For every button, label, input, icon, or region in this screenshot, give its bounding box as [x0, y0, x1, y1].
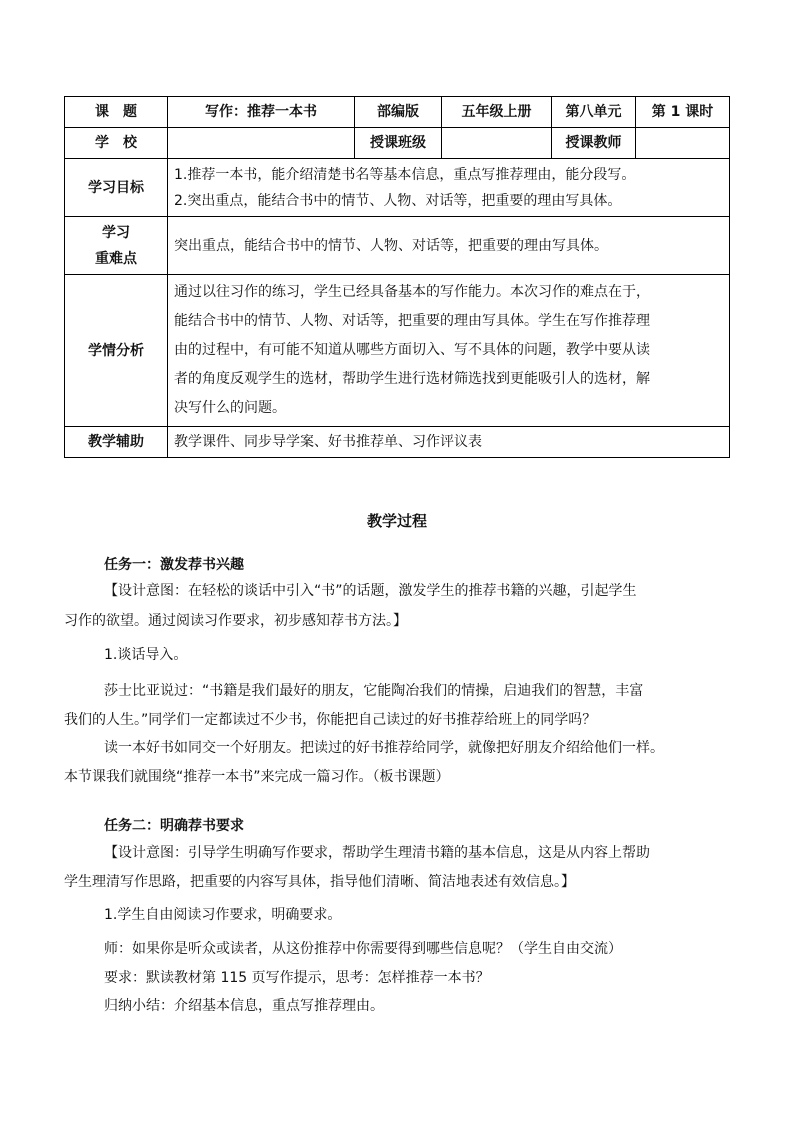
- aids-label: 教学辅助: [65, 427, 168, 458]
- analysis-line: 由的过程中，有可能不知道从哪些方面切入、写不具体的问题，教学中要从读: [174, 342, 650, 358]
- topic-value: 写作：推荐一本书: [168, 97, 355, 128]
- goals-content: [168, 159, 730, 217]
- process-title: 教学过程: [366, 512, 427, 530]
- task2-design-line2: 学生理清写作思路，把重要的内容写具体，指导他们清晰、简洁地表述有效信息。】: [64, 874, 575, 890]
- school-label: 学 校: [65, 128, 168, 159]
- analysis-line: 能结合书中的情节、人物、对话等，把重要的理由写具体。学生在写作推荐理: [174, 313, 650, 329]
- analysis-content: [168, 275, 730, 427]
- task2-step1: 1.学生自由阅读习作要求，明确要求。: [104, 907, 342, 923]
- task1-p2-line1: 读一本好书如同交一个好朋友。把读过的好书推荐给同学，就像把好朋友介绍给他们一样。: [104, 740, 664, 756]
- topic-label: 课 题: [65, 97, 168, 128]
- analysis-line: 通过以往习作的练习，学生已经具备基本的写作能力。本次习作的难点在于，: [174, 284, 650, 300]
- teaching-process: [64, 510, 730, 1030]
- task1-heading: 任务一：激发荐书兴趣: [104, 557, 244, 573]
- class-label: 授课班级: [355, 128, 442, 159]
- table-row-topic: [65, 97, 730, 128]
- class-value: [442, 128, 552, 159]
- task1-step1: 1.谈话导入。: [104, 647, 188, 663]
- table-row-school: [65, 128, 730, 159]
- task1-p1-line1: 莎士比亚说过：“书籍是我们最好的朋友，它能陶冶我们的情操，启迪我们的智慧，丰富: [104, 683, 644, 699]
- task1-design-line2: 习作的欲望。通过阅读习作要求，初步感知荐书方法。】: [64, 613, 407, 629]
- key-label-line2: 重难点: [95, 250, 137, 267]
- task2-teacher: 师：如果你是听众或读者，从这份推荐中你需要得到哪些信息呢？（学生自由交流）: [104, 941, 622, 957]
- key-label-line1: 学习: [102, 224, 130, 241]
- teacher-label: 授课教师: [552, 128, 636, 159]
- table-row-key: [65, 217, 730, 275]
- goal-2: 2.突出重点，能结合书中的情节、人物、对话等，把重要的理由写具体。: [174, 192, 622, 209]
- table-row-analysis: [65, 275, 730, 427]
- analysis-line: 决写什么的问题。: [174, 400, 286, 416]
- task1-design-line1: 【设计意图：在轻松的谈话中引入“书”的话题，激发学生的推荐书籍的兴趣，引起学生: [104, 583, 637, 599]
- table-row-aids: [65, 427, 730, 458]
- key-label: [65, 217, 168, 275]
- task1-p1-line2: 我们的人生。”同学们一定都读过不少书，你能把自己读过的好书推荐给班上的同学吗？: [64, 712, 597, 728]
- school-value: [168, 128, 355, 159]
- task2-summary: 归纳小结：介绍基本信息，重点写推荐理由。: [104, 998, 384, 1014]
- aids-content: 教学课件、同步导学案、好书推荐单、习作评议表: [168, 427, 730, 458]
- task2-design-line1: 【设计意图：引导学生明确写作要求，帮助学生理清书籍的基本信息，这是从内容上帮助: [104, 845, 650, 861]
- table-row-goals: [65, 159, 730, 217]
- task2-requirement: 要求：默读教材第 115 页写作提示，思考：怎样推荐一本书？: [104, 970, 490, 986]
- analysis-line: 者的角度反观学生的选材，帮助学生进行选材筛选找到更能吸引人的选材，解: [174, 371, 650, 387]
- lesson-info-table: [64, 96, 730, 458]
- lesson-value: 第 1 课时: [636, 97, 730, 128]
- task2-heading: 任务二：明确荐书要求: [104, 818, 244, 834]
- key-content: 突出重点，能结合书中的情节、人物、对话等，把重要的理由写具体。: [168, 217, 730, 275]
- goals-label: 学习目标: [65, 159, 168, 217]
- analysis-label: 学情分析: [65, 275, 168, 427]
- task1-p2-line2: 本节课我们就围绕“推荐一本书”来完成一篇习作。（板书课题）: [64, 769, 450, 785]
- goal-1: 1.推荐一本书，能介绍清楚书名等基本信息，重点写推荐理由，能分段写。: [174, 166, 636, 183]
- edition-value: 部编版: [355, 97, 442, 128]
- unit-value: 第八单元: [552, 97, 636, 128]
- teacher-value: [636, 128, 730, 159]
- grade-value: 五年级上册: [442, 97, 552, 128]
